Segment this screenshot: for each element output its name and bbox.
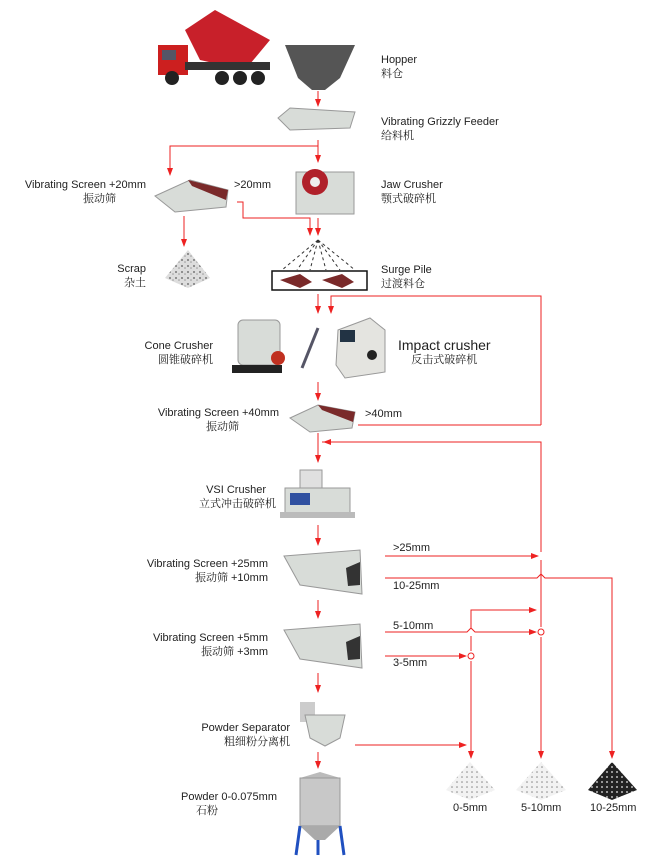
vsi-crusher-image (280, 470, 355, 518)
feeder-label-zh: 给料机 (381, 130, 414, 142)
screen2-label (158, 406, 279, 434)
jaw-label-en: Jaw Crusher (381, 179, 443, 191)
pile-10-25mm-image (588, 762, 637, 800)
output-10-25mm-label: 10-25mm (393, 580, 440, 592)
impact-label (398, 337, 491, 367)
screen4-label-en: Vibrating Screen +5mm (152, 632, 268, 644)
scrap-label (117, 262, 146, 290)
screen1-label-zh: 振动筛 (83, 193, 116, 205)
vibrating-screen-1-image (155, 180, 228, 212)
output-3-5mm-label: 3-5mm (393, 657, 428, 669)
output-25mm-label: >25mm (393, 542, 430, 554)
separator-label-zh: 粗细粉分离机 (224, 736, 290, 748)
scrap-label-en: Scrap (117, 263, 146, 275)
powder-label-en: Powder 0-0.075mm (181, 791, 277, 803)
surge-label (381, 263, 432, 291)
surge-label-zh: 过渡料仓 (381, 278, 425, 290)
screen1-label-en: Vibrating Screen +20mm (24, 179, 146, 191)
feeder-label-en: Vibrating Grizzly Feeder (381, 116, 499, 128)
impact-crusher-image (336, 318, 385, 378)
cone-crusher-image (232, 320, 285, 373)
screen3-label (147, 557, 268, 585)
powder-silo-image (296, 772, 344, 855)
cone-label (145, 339, 213, 367)
hopper-label-en: Hopper (381, 54, 418, 66)
pile-10-25mm-label: 10-25mm (590, 802, 637, 814)
powder-label (181, 790, 277, 818)
screen2-output-label: >40mm (365, 408, 402, 420)
hopper-label (381, 53, 417, 81)
powder-label-zh: 石粉 (196, 805, 218, 817)
screen2-label-en: Vibrating Screen +40mm (157, 407, 279, 419)
hopper-image (285, 45, 355, 90)
pile-5-10mm-image (516, 762, 566, 800)
vsi-label-en: VSI Crusher (206, 484, 266, 496)
pile-0-5mm-image (446, 762, 495, 800)
screen2-label-zh: 振动筛 (206, 421, 239, 433)
impact-label-zh: 反击式破碎机 (411, 354, 478, 366)
screen4-label (153, 631, 268, 659)
vibrating-screen-3-image (284, 550, 362, 594)
vsi-label-zh: 立式冲击破碎机 (199, 498, 276, 510)
vsi-label (199, 483, 276, 511)
screen3-label-zh: 振动筛 +10mm (194, 572, 268, 584)
screen4-label-zh: 振动筛 +3mm (201, 646, 268, 658)
or-divider (302, 328, 318, 368)
surge-label-en: Surge Pile (381, 264, 432, 276)
impact-label-en: Impact crusher (398, 337, 491, 353)
jaw-label-zh: 颚式破碎机 (381, 193, 436, 205)
jaw-crusher-image (296, 169, 354, 214)
jaw-label (381, 178, 443, 206)
scrap-label-zh: 杂土 (124, 277, 146, 289)
feeder-label (381, 115, 499, 143)
vibrating-screen-4-image (284, 624, 362, 668)
screen1-output-label: >20mm (234, 179, 271, 191)
screen3-label-en: Vibrating Screen +25mm (146, 558, 268, 570)
hopper-label-zh: 料仓 (381, 68, 403, 80)
cone-label-zh: 圆锥破碎机 (158, 354, 213, 366)
pile-5-10mm-label: 5-10mm (521, 802, 562, 814)
surge-pile-image (272, 240, 367, 290)
pile-0-5mm-label: 0-5mm (453, 802, 488, 814)
vibrating-screen-2-image (290, 405, 355, 432)
separator-label (201, 721, 290, 749)
screen1-label (25, 178, 146, 206)
separator-label-en: Powder Separator (201, 722, 290, 734)
feeder-image (278, 108, 355, 130)
scrap-pile-image (165, 250, 210, 288)
powder-separator-image (300, 702, 345, 746)
dump-truck-image (158, 10, 270, 85)
output-5-10mm-label: 5-10mm (393, 620, 434, 632)
cone-label-en: Cone Crusher (144, 340, 213, 352)
